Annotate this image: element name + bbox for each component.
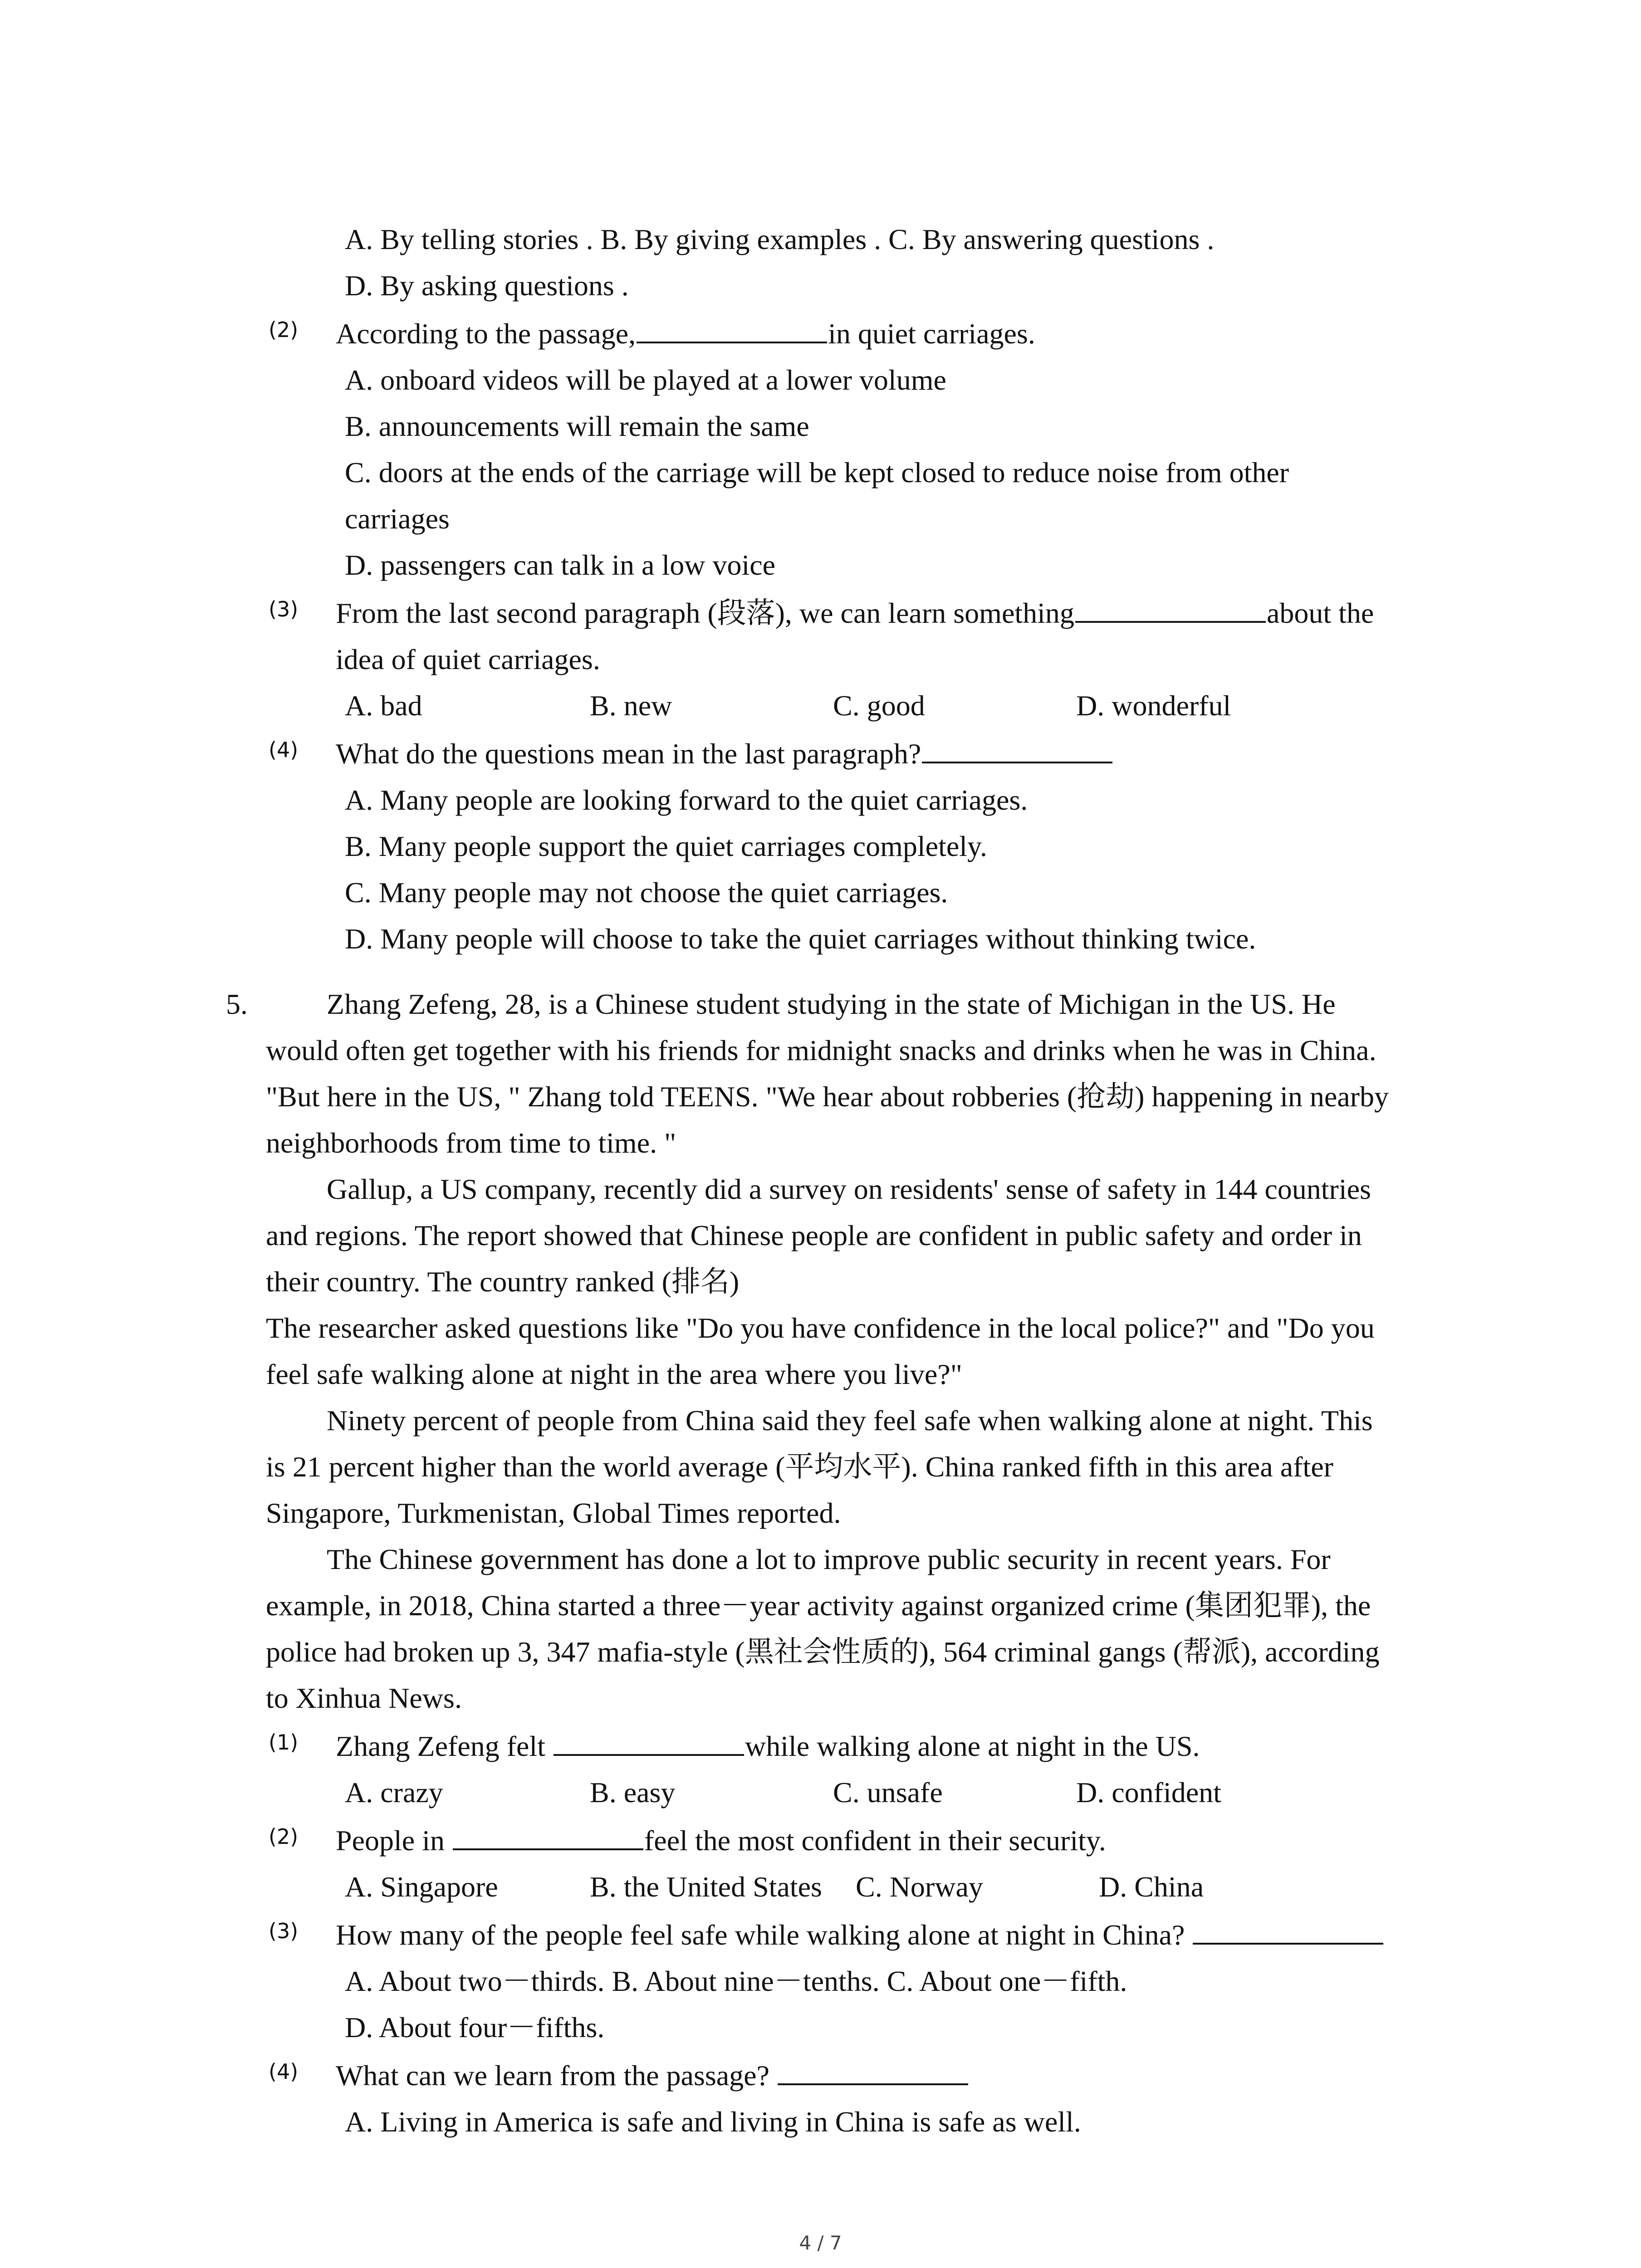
- q5-s1-number: (1): [269, 1730, 299, 1755]
- q4-s2-number: (2): [269, 318, 299, 342]
- q5-s3-stem: How many of the people feel safe while walking alone at night in China?: [336, 1912, 1384, 1958]
- q4-s3-option-c: C. good: [833, 689, 925, 722]
- q5-number: 5.: [226, 988, 248, 1020]
- q4-s3-option-b: B. new: [590, 689, 672, 722]
- q4-s2-option-c-cont: carriages: [345, 503, 450, 535]
- q5-s1-option-d: D. confident: [1076, 1776, 1221, 1809]
- q5-para4-line1: Ninety percent of people from China said they feel safe when walking alone at night. This: [327, 1404, 1373, 1437]
- answer-blank: [778, 2083, 968, 2085]
- q4-s3-stem-line2: idea of quiet carriages.: [336, 643, 600, 675]
- q5-para2-line1: Gallup, a US company, recently did a survey on residents' sense of safety in 144 countries: [327, 1173, 1371, 1205]
- q4-s3-option-a: A. bad: [345, 689, 422, 722]
- q5-para4-line3: Singapore, Turkmenistan, Global Times reported.: [266, 1497, 841, 1529]
- q5-para1-line1: Zhang Zefeng, 28, is a Chinese student studying in the state of Michigan in the US. He: [327, 988, 1336, 1020]
- q5-s2-option-d: D. China: [1099, 1871, 1204, 1903]
- q4-s4-option-c: C. Many people may not choose the quiet carriages.: [345, 876, 948, 909]
- q5-s2-option-b: B. the United States: [590, 1871, 822, 1903]
- q4-s2-option-b: B. announcements will remain the same: [345, 410, 809, 442]
- q5-s4-stem: What can we learn from the passage?: [336, 2053, 969, 2098]
- q4-s4-option-b: B. Many people support the quiet carriages completely.: [345, 830, 987, 862]
- q4-s3-stem: From the last second paragraph (段落), we can learn something about the: [336, 597, 1374, 629]
- q4-s4-number: (4): [269, 738, 299, 762]
- q5-para2-line3: their country. The country ranked (排名): [266, 1266, 740, 1298]
- q5-para1-line2: would often get together with his friends for midnight snacks and drinks when he was in China.: [266, 1034, 1376, 1066]
- answer-blank: [922, 761, 1112, 763]
- answer-blank: [637, 341, 827, 343]
- q5-para5-line1: The Chinese government has done a lot to improve public security in recent years. For: [327, 1543, 1331, 1575]
- q5-s4-number: (4): [269, 2059, 299, 2084]
- q5-s2-stem: People in feel the most confident in their security.: [336, 1824, 1106, 1857]
- q4-s4-stem: What do the questions mean in the last paragraph?: [336, 731, 1113, 777]
- q4-s1-options-line1: A. By telling stories . B. By giving examples . C. By answering questions .: [345, 223, 1215, 255]
- answer-blank: [1193, 1942, 1383, 1945]
- q5-s3-options-line2: D. About four－fifths.: [345, 2011, 605, 2043]
- answer-blank: [1075, 621, 1266, 623]
- q5-s4-option-a: A. Living in America is safe and living in China is safe as well.: [345, 2106, 1081, 2138]
- page-number: 4 / 7: [799, 2232, 842, 2254]
- q5-s1-option-a: A. crazy: [345, 1776, 443, 1809]
- answer-blank: [453, 1848, 643, 1850]
- answer-blank: [554, 1754, 744, 1756]
- q5-para4-line2: is 21 percent higher than the world average (平均水平). China ranked fifth in this area after: [266, 1451, 1333, 1483]
- q4-s2-option-d: D. passengers can talk in a low voice: [345, 549, 776, 581]
- q5-para3-line2: feel safe walking alone at night in the area where you live?": [266, 1358, 962, 1390]
- q4-s2-option-c: C. doors at the ends of the carriage will be kept closed to reduce noise from other: [345, 456, 1289, 489]
- q5-para5-line2: example, in 2018, China started a three－year activity against organized crime (集团犯罪), the: [266, 1589, 1371, 1622]
- q5-s2-number: (2): [269, 1824, 299, 1849]
- q5-s2-option-c: C. Norway: [856, 1871, 983, 1903]
- q4-s3-option-d: D. wonderful: [1076, 689, 1231, 722]
- q4-s2-option-a: A. onboard videos will be played at a lower volume: [345, 364, 946, 396]
- q5-para2-line2: and regions. The report showed that Chinese people are confident in public safety and order in: [266, 1219, 1362, 1251]
- q5-para5-line4: to Xinhua News.: [266, 1682, 462, 1714]
- q4-s3-number: (3): [269, 597, 299, 621]
- q4-s4-option-d: D. Many people will choose to take the quiet carriages without thinking twice.: [345, 923, 1256, 955]
- q5-s1-option-b: B. easy: [590, 1776, 676, 1809]
- q5-para1-line4: neighborhoods from time to time. ": [266, 1127, 676, 1159]
- q5-para1-line3: "But here in the US, " Zhang told TEENS. "We hear about robberies (抢劫) happening in nearby: [266, 1080, 1389, 1113]
- q4-s2-stem: According to the passage, in quiet carriages.: [336, 318, 1035, 350]
- q4-s1-options-line2: D. By asking questions .: [345, 269, 629, 302]
- q5-s3-options-line1: A. About two－thirds. B. About nine－tenths. C. About one－fifth.: [345, 1965, 1127, 1997]
- q5-s1-option-c: C. unsafe: [833, 1776, 943, 1809]
- q5-s3-number: (3): [269, 1919, 299, 1943]
- q5-s1-stem: Zhang Zefeng felt while walking alone at night in the US.: [336, 1730, 1200, 1762]
- q4-s4-option-a: A. Many people are looking forward to the quiet carriages.: [345, 784, 1028, 816]
- q5-para3-line1: The researcher asked questions like "Do you have confidence in the local police?" and "Do you: [266, 1312, 1375, 1344]
- q5-s2-option-a: A. Singapore: [345, 1871, 498, 1903]
- q5-para5-line3: police had broken up 3, 347 mafia-style (黑社会性质的), 564 criminal gangs (帮派), according: [266, 1636, 1380, 1668]
